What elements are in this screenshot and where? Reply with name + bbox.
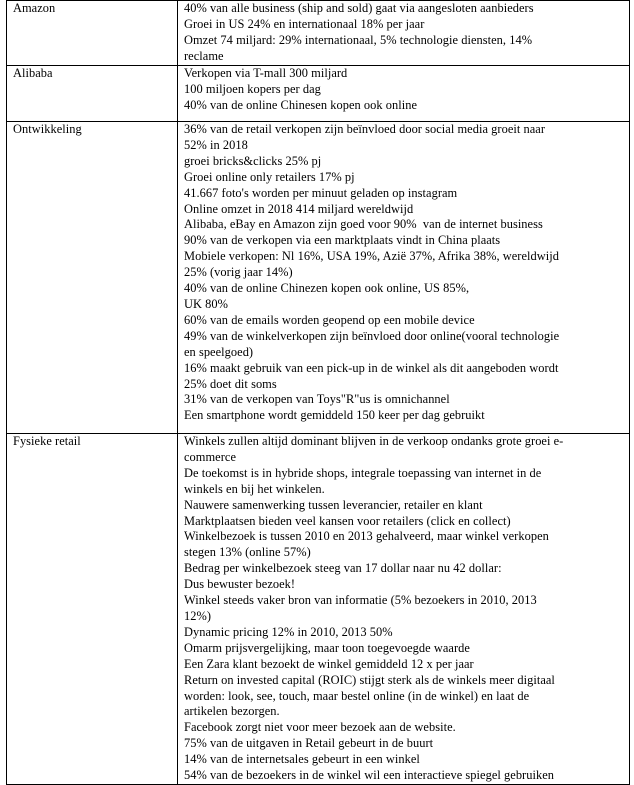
fact-line: De toekomst is in hybride shops, integrale toepassing van internet in de: [184, 465, 542, 480]
fact-line: 100 miljoen kopers per dag: [184, 81, 321, 96]
fact-line: 14% van de internetsales gebeurt in een winkel: [184, 752, 420, 767]
fact-line: 52% in 2018: [184, 137, 248, 152]
fact-line: Winkel steeds vaker bron van informatie (5% bezoekers in 2010, 2013: [184, 593, 537, 608]
fact-line: Alibaba, eBay en Amazon zijn goed voor 90% van de internet business: [184, 217, 543, 232]
fact-line: Return on invested capital (ROIC) stijgt sterk als de winkels meer digitaal: [184, 672, 555, 687]
fact-line: Een Zara klant bezoekt de winkel gemiddeld 12 x per jaar: [184, 656, 474, 671]
fact-line: Dus bewuster bezoek!: [184, 577, 296, 592]
fact-line: en speelgoed): [184, 344, 254, 359]
row-facts-ontwikkeling: [178, 122, 630, 434]
fact-line: Winkels zullen altijd dominant blijven in de verkoop ondanks grote groei e-: [184, 434, 564, 448]
fact-line: winkels en bij het winkelen.: [184, 481, 325, 496]
fact-line: 40% van de online Chinezen kopen ook online, US 85%,: [184, 281, 470, 296]
fact-line: Dynamic pricing 12% in 2010, 2013 50%: [184, 624, 393, 639]
fact-line: 36% van de retail verkopen zijn beïnvloed door social media groeit naar: [184, 122, 546, 136]
fact-line: 25% doet dit soms: [184, 376, 277, 391]
fact-line: 31% van de verkopen van Toys"R"us is omnichannel: [184, 392, 450, 407]
fact-line: Online omzet in 2018 414 miljard wereldwijd: [184, 201, 414, 216]
row-facts-amazon: [178, 1, 630, 66]
fact-line: Marktplaatsen bieden veel kansen voor retailers (click en collect): [184, 513, 511, 528]
fact-line: 16% maakt gebruik van een pick-up in de winkel als dit aangeboden wordt: [184, 360, 559, 375]
fact-line: 41.667 foto's worden per minuut geladen op instagram: [184, 185, 458, 200]
fact-line: 90% van de verkopen via een marktplaats vindt in China plaats: [184, 233, 501, 248]
row-label-alibaba: Alibaba: [7, 66, 178, 122]
fact-line: 49% van de winkelverkopen zijn beïnvloed door online(vooral technologie: [184, 328, 560, 343]
fact-line: Mobiele verkopen: Nl 16%, USA 19%, Azië 37%, Afrika 38%, wereldwijd: [184, 249, 559, 264]
retail-facts-table: [6, 0, 630, 785]
table-row: [7, 122, 630, 434]
fact-line: 12%): [184, 608, 212, 623]
row-label-amazon: Amazon: [7, 1, 178, 66]
table-row: [7, 66, 630, 122]
fact-line: Een smartphone wordt gemiddeld 150 keer per dag gebruikt: [184, 408, 485, 423]
fact-line: commerce: [184, 449, 236, 464]
fact-line: UK 80%: [184, 296, 229, 311]
fact-line: Verkopen via T-mall 300 miljard: [184, 66, 348, 80]
fact-line: Facebook zorgt niet voor meer bezoek aan de website.: [184, 720, 456, 735]
fact-line: Groei online only retailers 17% pj: [184, 169, 355, 184]
fact-line: Omzet 74 miljard: 29% internationaal, 5% technologie diensten, 14%: [184, 32, 533, 47]
fact-line: 25% (vorig jaar 14%): [184, 265, 293, 280]
fact-line: 75% van de uitgaven in Retail gebeurt in de buurt: [184, 736, 434, 751]
table-row: [7, 1, 630, 66]
fact-line: 40% van alle business (ship and sold) gaat via aangesloten aanbieders: [184, 1, 534, 15]
fact-line: Nauwere samenwerking tussen leverancier, retailer en klant: [184, 497, 483, 512]
fact-line: Omarm prijsvergelijking, maar toon toegevoegde waarde: [184, 640, 470, 655]
table-row: [7, 434, 630, 785]
fact-line: artikelen bezorgen.: [184, 704, 280, 719]
fact-line: Bedrag per winkelbezoek steeg van 17 dollar naar nu 42 dollar:: [184, 561, 502, 576]
row-facts-alibaba: [178, 66, 630, 122]
fact-line: Winkelbezoek is tussen 2010 en 2013 gehalveerd, maar winkel verkopen: [184, 529, 549, 544]
fact-line: 54% van de bezoekers in de winkel wil een interactieve spiegel gebruiken: [184, 768, 555, 783]
row-facts-fysieke-retail: [178, 434, 630, 785]
row-label-fysieke-retail: Fysieke retail: [7, 434, 178, 785]
fact-line: 60% van de emails worden geopend op een mobile device: [184, 312, 475, 327]
fact-line: groei bricks&clicks 25% pj: [184, 153, 322, 168]
fact-line: Groei in US 24% en internationaal 18% per jaar: [184, 16, 425, 31]
fact-line: reclame: [184, 48, 224, 63]
fact-line: stegen 13% (online 57%): [184, 545, 311, 560]
fact-line: 40% van de online Chinesen kopen ook online: [184, 97, 418, 112]
row-label-ontwikkeling: Ontwikkeling: [7, 122, 178, 434]
fact-line: worden: look, see, touch, maar bestel online (in de winkel) en laat de: [184, 688, 530, 703]
